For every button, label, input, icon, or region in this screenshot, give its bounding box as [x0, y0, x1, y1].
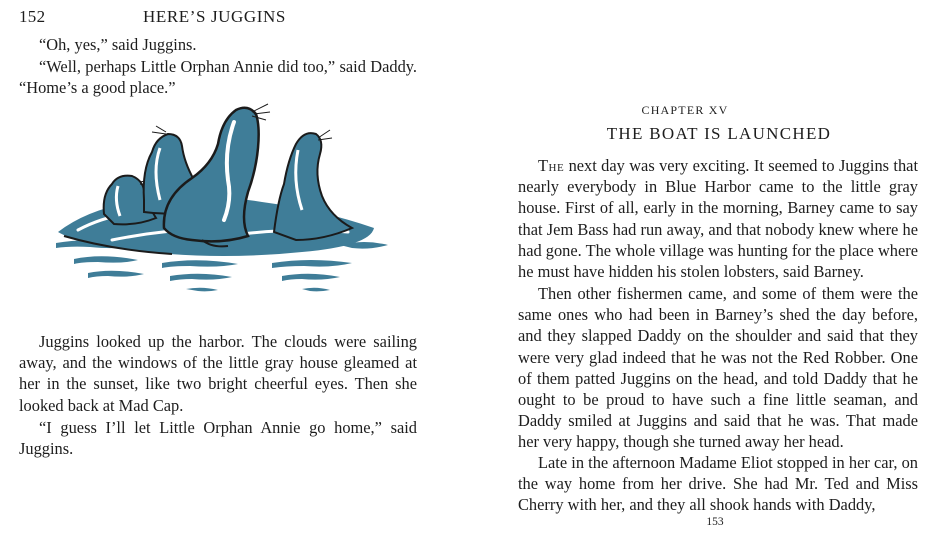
paragraph [518, 155, 918, 282]
seal-right [274, 130, 352, 240]
right-page [465, 0, 929, 542]
seals-on-rock-illustration [52, 100, 388, 310]
page-number-top: 152 [19, 7, 46, 26]
running-title: HERE’S JUGGINS [143, 7, 286, 26]
chapter-number: CHAPTER XV [641, 103, 729, 117]
page-number-bottom: 153 [706, 516, 724, 528]
paragraph: Late in the afternoon Madame Eliot stopped in her car, on the way home from her drive. She had Mr. Ted and Miss Cherry with her, and they all shook hands with Daddy, [518, 453, 918, 515]
chapter-title: THE BOAT IS LAUNCHED [606, 124, 832, 143]
paragraph-text: next day was very exciting. It seemed to Juggins that nearly everybody in Blue Harbor came to the little gray house. First of all, early in the morning, Barney came to say that Jem Bass had run away, and that nobody knew where he had gone. The whole village was hunting for the place where he must have hidden his stolen lobsters, said Barney. [518, 156, 918, 282]
paragraph: “I guess I’ll let Little Orphan Annie go home,” said Juggins. [19, 418, 417, 459]
paragraph: Juggins looked up the harbor. The clouds were sailing away, and the windows of the little gray house gleamed at her in the sunset, like two bright cheerful eyes. Then she looked back at Mad Cap. [19, 332, 417, 415]
paragraph: Then other fishermen came, and some of them were the same ones who had been in Barney’s shed the day before, and they slapped Daddy on the shoulder and said that they were very glad indeed that he was not the Red Robber. One of them patted Juggins on the head, and told Daddy that he ought to be proud to have such a fine little seaman, and Daddy smiled at Juggins and said that he was. That made her very happy, though she turned away her head. [518, 284, 918, 452]
paragraph-lead-word: The [538, 156, 565, 175]
paragraph: “Oh, yes,” said Juggins. [39, 35, 197, 54]
paragraph: “Well, perhaps Little Orphan Annie did too,” said Daddy. “Home’s a good place.” [19, 57, 417, 98]
